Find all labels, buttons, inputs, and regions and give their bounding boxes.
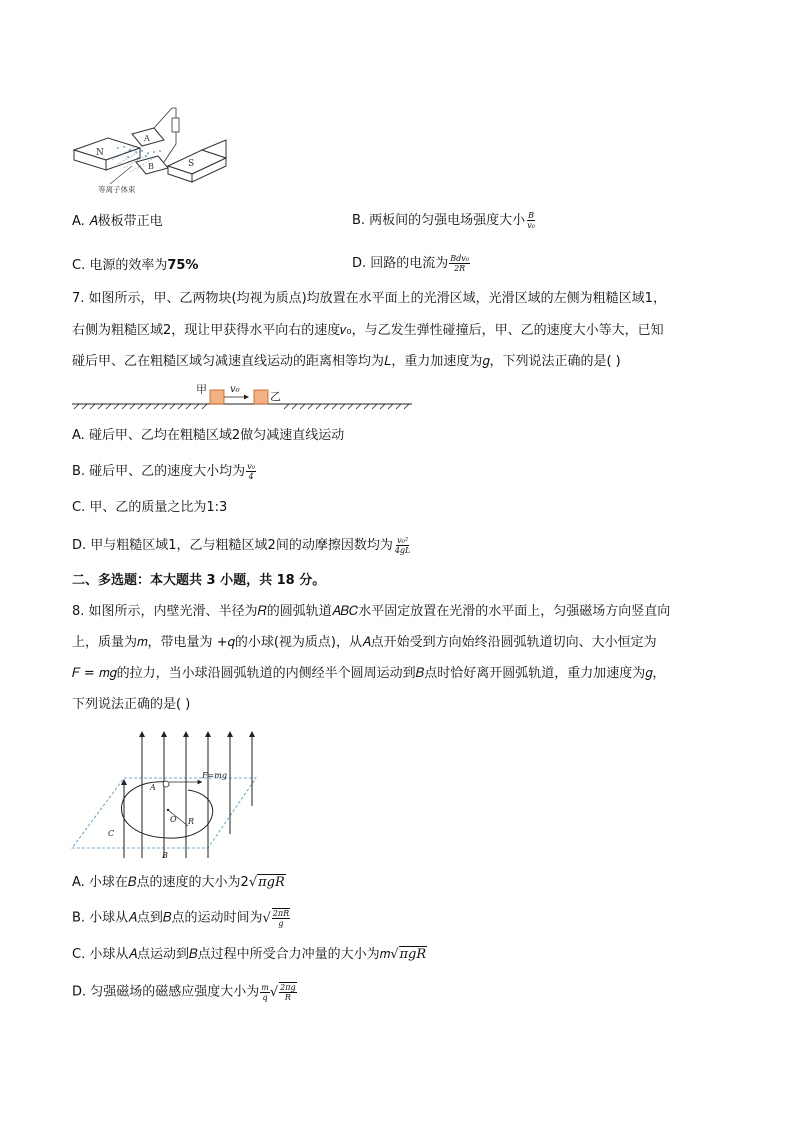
fig6-caption: 等离子体束 [98,185,136,194]
q7-fig-v0: v₀ [230,384,240,395]
q7-fig-yi: 乙 [270,390,281,403]
q7-option-d[interactable] [72,536,411,555]
q8-fig-c: C [108,829,115,838]
q8-option-c-radicand: πgR [399,947,427,962]
q6-option-d-text: D. 回路的电流为 [352,256,449,271]
q6-option-b-den: v₀ [527,221,535,230]
q6-option-c[interactable] [72,257,198,275]
q8-option-d-den2: R [284,993,291,1002]
q8-option-a-text: A. 小球在𝐵点的速度的大小为2 [72,875,249,890]
q6-option-d-den: 2R [454,264,466,273]
section-heading-multiple-choice: 二、多选题：本大题共 3 小题，共 18 分。 [72,573,326,588]
q8-fig-b: B [162,851,168,860]
fig6-label-b: B [148,162,154,171]
q8-option-b-sqrt: √ $\frac{2\pi R}{g}$ [262,909,290,928]
block-jia [210,390,224,404]
q7-option-d-den: 4gL [394,546,411,555]
q8-option-a-radicand: πgR [258,875,285,890]
q8-option-d-sqrt: √ $\frac{2\pi g}{R}$ [269,983,296,1002]
q8-option-d[interactable] [72,982,297,1002]
q6-option-d[interactable] [352,254,470,273]
q7-option-a-text: A. 碰后甲、乙均在粗糙区域2做匀减速直线运动 [72,428,345,443]
q8-fig-f: F=mg [202,771,227,780]
q7-stem-line1: 7. 如图所示，甲、乙两物块(均视为质点)均放置在水平面上的光滑区域，光滑区域的左侧为粗糙区域1， [72,291,666,306]
q7-stem-line3: 碰后甲、乙在粗糙区域匀减速直线运动的距离相等均为𝐿，重力加速度为𝑔，下列说法正确的是( ) [72,354,621,369]
q7-option-b-num: v₀ [247,462,255,471]
q6-option-a-text: A. 𝐴极板带正电 [72,214,163,229]
q8-option-c-text: C. 小球从𝐴点运动到𝐵点过程中所受合力冲量的大小为𝑚 [72,947,391,962]
q6-option-b[interactable] [352,211,536,230]
q7-fig-jia: 甲 [196,383,207,396]
q8-option-d-num2: 2πg [280,983,296,992]
arc-track-figure [68,726,268,866]
q7-option-b-text: B. 碰后甲、乙的速度大小均为 [72,464,246,479]
q6-option-b-fraction [526,211,536,230]
q8-option-c[interactable] [72,946,427,964]
q7-option-a[interactable] [72,427,344,445]
q7-option-b-den: 4 [248,472,254,481]
q8-option-c-sqrt: √πgR [390,947,427,962]
q8-option-b-num: 2πR [272,909,290,918]
fig6-label-s: S [188,159,195,169]
q8-option-d-num1: m [261,982,269,992]
q8-option-d-text: D. 匀强磁场的磁感应强度大小为 [72,984,260,1000]
q7-option-b[interactable] [72,462,256,481]
q7-option-d-num: v₀² [397,536,409,545]
q8-stem-line1: 8. 如图所示，内壁光滑、半径为𝑅的圆弧轨道𝐴𝐵𝐶水平固定放置在光滑的水平面上，匀强磁场方向竖直向 [72,604,671,619]
q6-option-d-fraction [449,254,470,273]
fig6-label-a: A [144,134,150,143]
q6-option-a[interactable] [72,213,163,231]
blocks-figure [72,380,412,410]
q8-stem-line3: 𝐹 = 𝑚𝑔的拉力，当小球沿圆弧轨道的内侧经半个圆周运动到𝐵点时恰好离开圆弧轨道，重力加速度为𝑔， [72,666,666,681]
q8-fig-r: R [188,817,195,826]
q8-option-b[interactable] [72,908,290,928]
q8-stem-line4: 下列说法正确的是( ) [72,697,191,712]
q7-option-b-fraction [246,462,256,481]
q8-option-d-fraction1 [260,983,270,1002]
q7-option-c-text: C. 甲、乙的质量之比为1:3 [72,500,228,515]
fig6-label-n: N [96,148,104,158]
q7-option-d-fraction [394,536,412,555]
q8-option-a[interactable] [72,874,286,892]
q8-stem-line2: 上，质量为𝑚，带电量为 +𝑞的小球(视为质点)，从𝐴点开始受到方向始终沿圆弧轨道切向、大小恒定为 [72,635,657,650]
magnet-plates-figure [68,100,238,195]
q8-fig-o: O [170,815,177,824]
q8-option-b-den: g [278,919,284,928]
q6-option-d-num: Bdv₀ [450,254,470,263]
q8-fig-a: A [150,783,156,792]
q6-option-b-text: B. 两板间的匀强电场强度大小 [352,213,526,228]
q7-option-c[interactable] [72,499,227,517]
q7-stem-line2: 右侧为粗糙区域2，现让甲获得水平向右的速度𝑣₀，与乙发生弹性碰撞后，甲、乙的速度大小等大，已知 [72,323,664,338]
q6-option-b-num: B [528,211,534,220]
q8-option-a-sqrt: √πgR [248,875,285,890]
q6-option-c-value: 75% [167,258,199,273]
q7-option-d-text: D. 甲与粗糙区域1，乙与粗糙区域2间的动摩擦因数均为 [72,538,393,553]
q8-option-d-den1: q [262,992,268,1002]
q6-option-c-text: C. 电源的效率为 [72,258,168,273]
q8-option-b-text: B. 小球从𝐴点到𝐵点的运动时间为 [72,910,263,926]
block-yi [254,390,268,404]
